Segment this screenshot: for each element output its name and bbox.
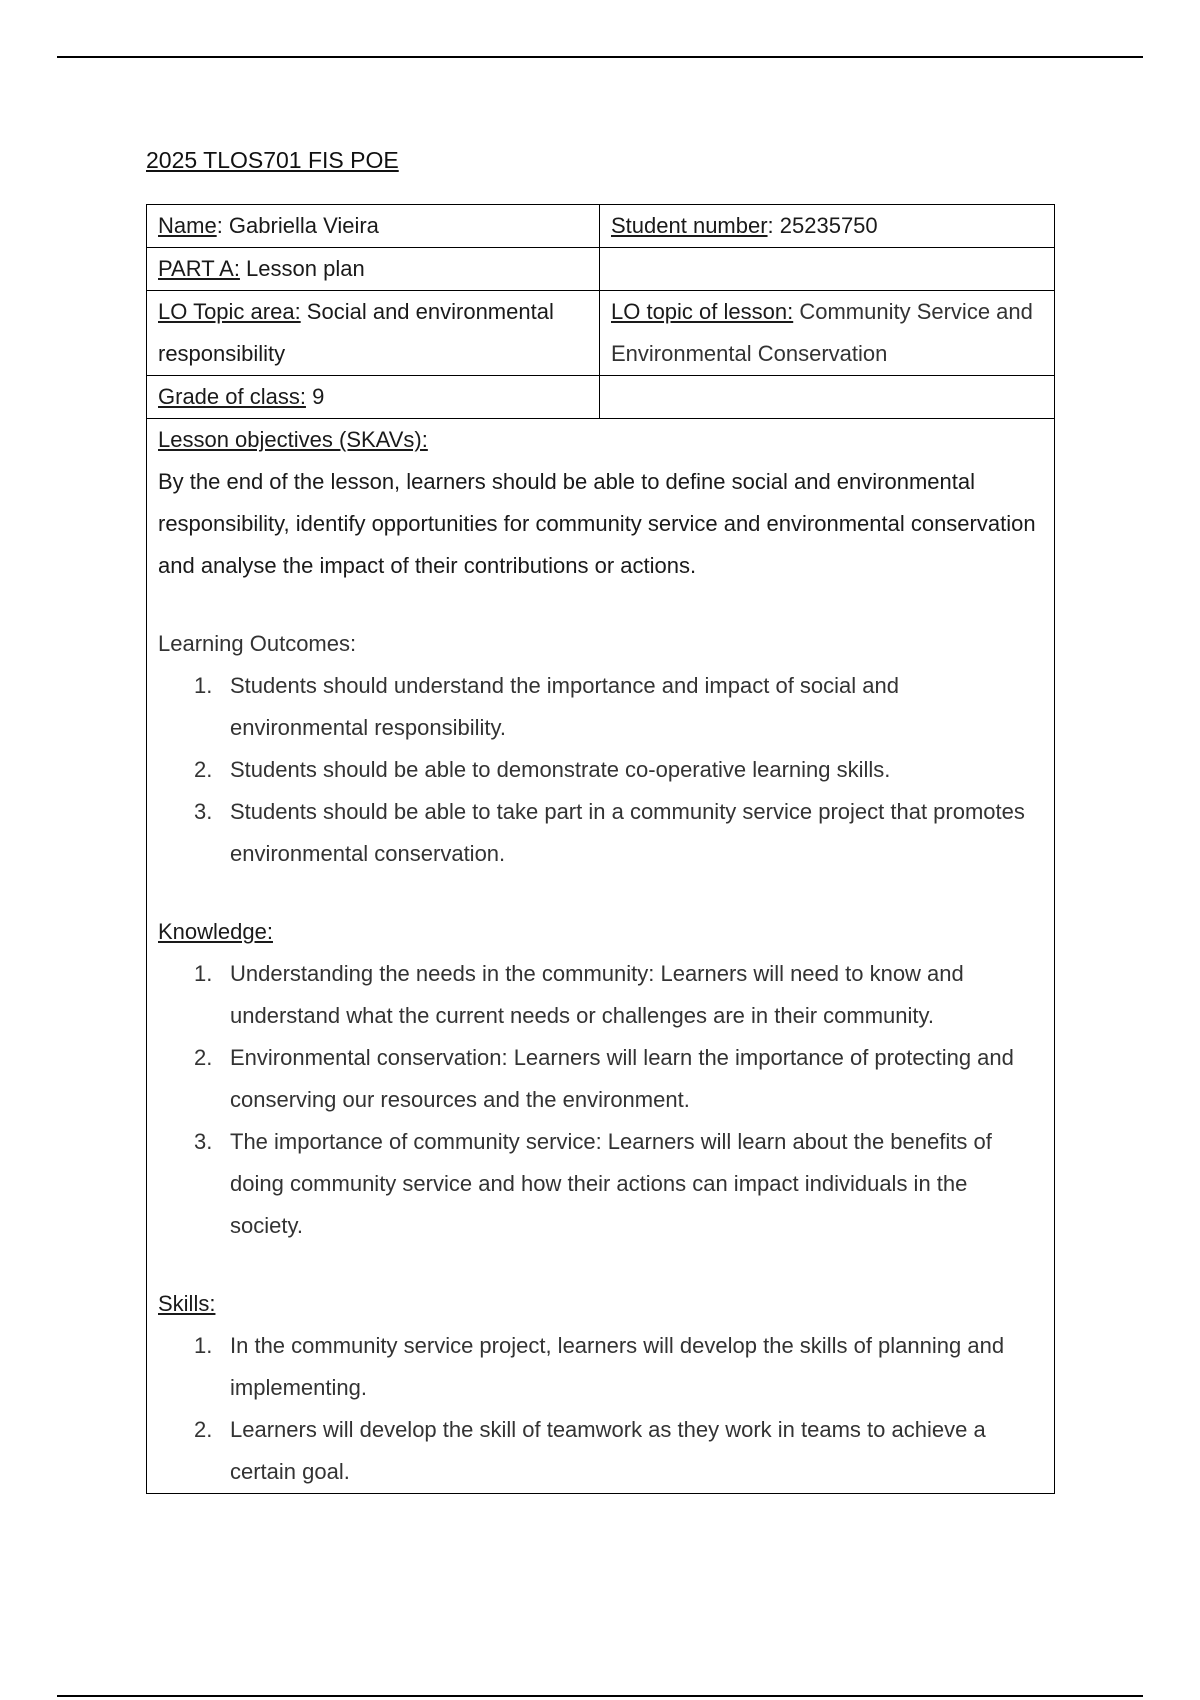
list-number: 3.	[194, 799, 213, 824]
list-number: 1.	[194, 673, 213, 698]
list-number: 1.	[194, 961, 213, 986]
list-text: Environmental conservation: Learners will learn the importance of protecting and conserving our resources and the environment.	[230, 1045, 1014, 1112]
empty-cell	[600, 248, 1055, 291]
list-number: 2.	[194, 1045, 213, 1070]
list-item	[158, 749, 1043, 791]
skills-list	[158, 1325, 1043, 1493]
list-text: Understanding the needs in the community: Learners will need to know and understand what the current needs or challenges are in their community.	[230, 961, 964, 1028]
lesson-plan-table	[146, 204, 1055, 1494]
objectives-text: By the end of the lesson, learners should be able to define social and environmental responsibility, identify opportunities for community service and environmental conservation and analyse the impact of their contributions or actions.	[158, 469, 1036, 578]
grade-row	[147, 376, 1055, 419]
list-item	[158, 1409, 1043, 1493]
list-text: Learners will develop the skill of teamwork as they work in teams to achieve a certain goal.	[230, 1417, 986, 1484]
list-item	[158, 791, 1043, 875]
lo-topic-lesson-value: Community Service and Environmental Conservation	[611, 299, 1033, 366]
document-title: 2025 TLOS701 FIS POE	[146, 147, 399, 173]
list-item	[158, 953, 1043, 1037]
lo-topic-area-value: Social and environmental responsibility	[158, 299, 554, 366]
list-number: 2.	[194, 757, 213, 782]
name-row	[147, 205, 1055, 248]
part-value: Lesson plan	[239, 256, 365, 281]
name-label: Name	[158, 213, 217, 238]
grade-cell	[147, 376, 600, 419]
bottom-divider	[57, 1695, 1143, 1697]
part-row	[147, 248, 1055, 291]
student-number-value: : 25235750	[767, 213, 878, 238]
grade-value: 9	[305, 384, 325, 409]
lo-topic-area-cell	[147, 291, 600, 376]
list-item	[158, 1121, 1043, 1247]
list-number: 2.	[194, 1417, 213, 1442]
name-cell	[147, 205, 600, 248]
lo-topic-lesson-label: LO topic of lesson:	[611, 299, 794, 324]
list-item	[158, 665, 1043, 749]
list-item	[158, 1325, 1043, 1409]
objectives-heading: Lesson objectives (SKAVs):	[158, 427, 428, 452]
content-row	[147, 419, 1055, 1494]
spacer	[158, 1247, 1043, 1283]
part-cell	[147, 248, 600, 291]
grade-label: Grade of class:	[158, 384, 306, 409]
learning-outcomes-heading: Learning Outcomes:	[158, 631, 357, 656]
list-text: Students should understand the importance and impact of social and environmental responsibility.	[230, 673, 899, 740]
list-text: The importance of community service: Learners will learn about the benefits of doing community service and how their actions can impact individuals in the society.	[230, 1129, 992, 1238]
lo-topic-area-label: LO Topic area:	[158, 299, 301, 324]
lo-topic-lesson-cell	[600, 291, 1055, 376]
name-value: : Gabriella Vieira	[216, 213, 379, 238]
learning-outcomes-list	[158, 665, 1043, 875]
top-divider	[57, 56, 1143, 58]
list-text: In the community service project, learners will develop the skills of planning and implementing.	[230, 1333, 1005, 1400]
list-number: 3.	[194, 1129, 213, 1154]
student-number-cell	[600, 205, 1055, 248]
skills-heading: Skills:	[158, 1291, 216, 1316]
knowledge-heading: Knowledge:	[158, 919, 273, 944]
knowledge-list	[158, 953, 1043, 1247]
list-number: 1.	[194, 1333, 213, 1358]
spacer	[158, 875, 1043, 911]
content-cell	[147, 419, 1055, 1494]
student-number-label: Student number	[611, 213, 768, 238]
topic-row	[147, 291, 1055, 376]
part-label: PART A:	[158, 256, 240, 281]
list-item	[158, 1037, 1043, 1121]
spacer	[158, 587, 1043, 623]
list-text: Students should be able to demonstrate co-operative learning skills.	[230, 757, 891, 782]
list-text: Students should be able to take part in a community service project that promotes environmental conservation.	[230, 799, 1025, 866]
empty-cell	[600, 376, 1055, 419]
